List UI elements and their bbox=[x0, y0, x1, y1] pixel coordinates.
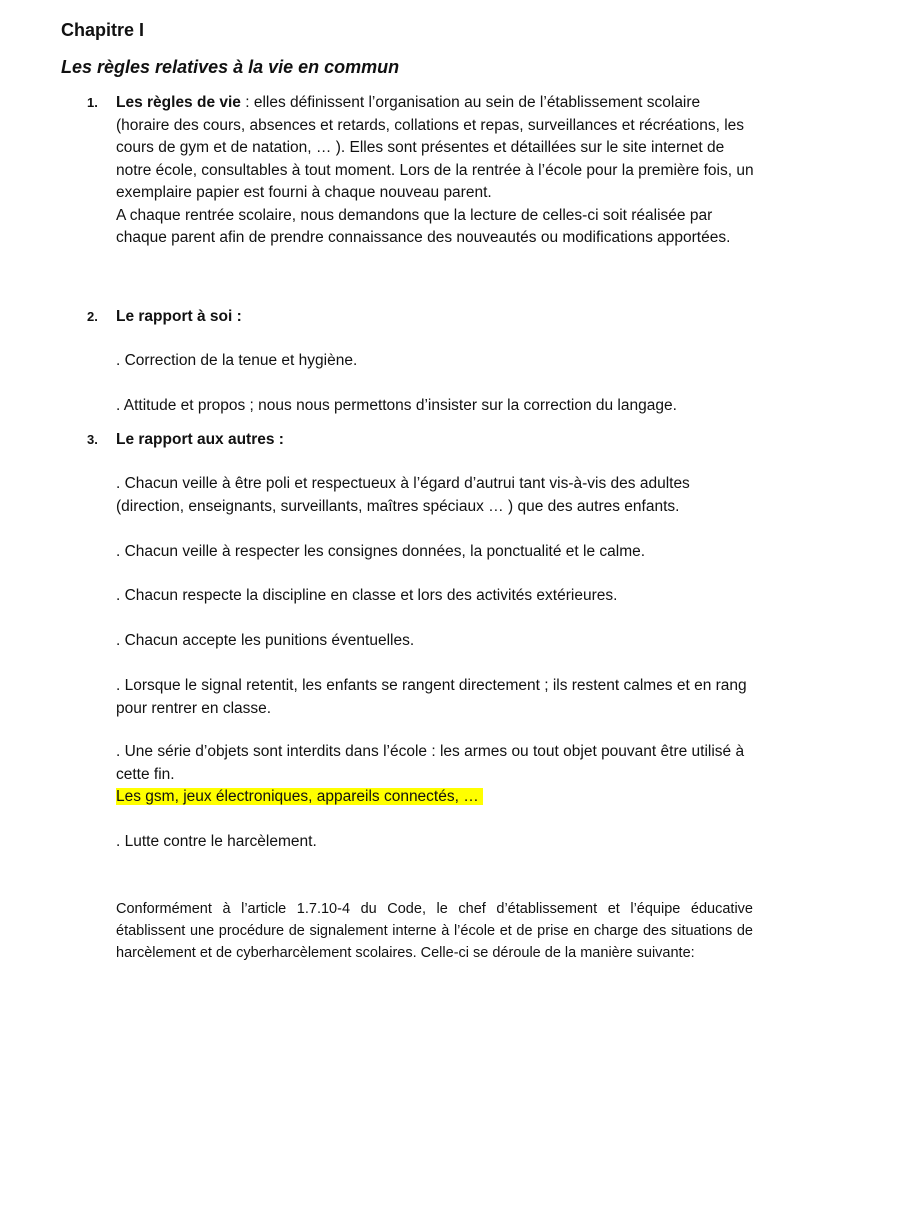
section-2-number: 2. bbox=[87, 309, 98, 324]
section-3-item: . Lutte contre le harcèlement. bbox=[116, 833, 317, 850]
section-3-title: Le rapport aux autres : bbox=[116, 431, 284, 448]
section-2-title: Le rapport à soi : bbox=[116, 308, 242, 325]
section-3-item: . Chacun accepte les punitions éventuelles. bbox=[116, 632, 415, 649]
section-3-item: . Chacun veille à être poli et respectueux à l’égard d’autrui tant vis-à-vis des adultes (direction, enseignants, surveillants, maîtres spéciaux … ) que des autres enfants. bbox=[116, 475, 690, 515]
section-1-number: 1. bbox=[87, 95, 98, 110]
closing-paragraph: Conformément à l’article 1.7.10-4 du Code, le chef d’établissement et l’équipe éducative établissent une procédure de signalement interne à l’école et de prise en charge des situations de harcèlement et de cyberharcèlement scolaires. Celle-ci se déroule de la manière suivante: bbox=[116, 901, 753, 961]
section-3-item: . Lorsque le signal retentit, les enfants se rangent directement ; ils restent calmes et en rang pour rentrer en classe. bbox=[116, 677, 747, 717]
chapter-subtitle: Les règles relatives à la vie en commun bbox=[61, 57, 400, 77]
section-1-text: : elles définissent l’organisation au sein de l’établissement scolaire (horaire des cours, absences et retards, collations et repas, surveillances et récréations, les cours de gym et de natation, … ). Elles sont présentes et détaillées sur le site internet de notre école, consultables à tout moment. Lors de la rentrée à l’école pour la première fois, un exemplaire papier est fourni à chaque nouveau parent. bbox=[116, 94, 754, 201]
section-3-item: . Une série d’objets sont interdits dans l’école : les armes ou tout objet pouvant être utilisé à cette fin. bbox=[116, 743, 745, 783]
section-3-number: 3. bbox=[87, 432, 98, 447]
section-3-item: . Chacun veille à respecter les consignes données, la ponctualité et le calme. bbox=[116, 543, 646, 560]
chapter-title: Chapitre I bbox=[61, 20, 145, 40]
section-1-text-2: A chaque rentrée scolaire, nous demandons que la lecture de celles-ci soit réalisée par chaque parent afin de prendre connaissance des nouveautés ou modifications apportées. bbox=[116, 206, 731, 246]
section-3 bbox=[116, 429, 756, 452]
section-3-item: . Chacun respecte la discipline en classe et lors des activités extérieures. bbox=[116, 587, 618, 604]
section-2-item: . Attitude et propos ; nous nous permettons d’insister sur la correction du langage. bbox=[116, 397, 677, 414]
section-1-title: Les règles de vie bbox=[116, 94, 241, 111]
section-2-item: . Correction de la tenue et hygiène. bbox=[116, 352, 358, 369]
section-2 bbox=[116, 306, 756, 329]
highlighted-note bbox=[116, 786, 756, 809]
highlighted-text: Les gsm, jeux électroniques, appareils connectés, … bbox=[116, 788, 483, 805]
section-1 bbox=[116, 92, 756, 250]
